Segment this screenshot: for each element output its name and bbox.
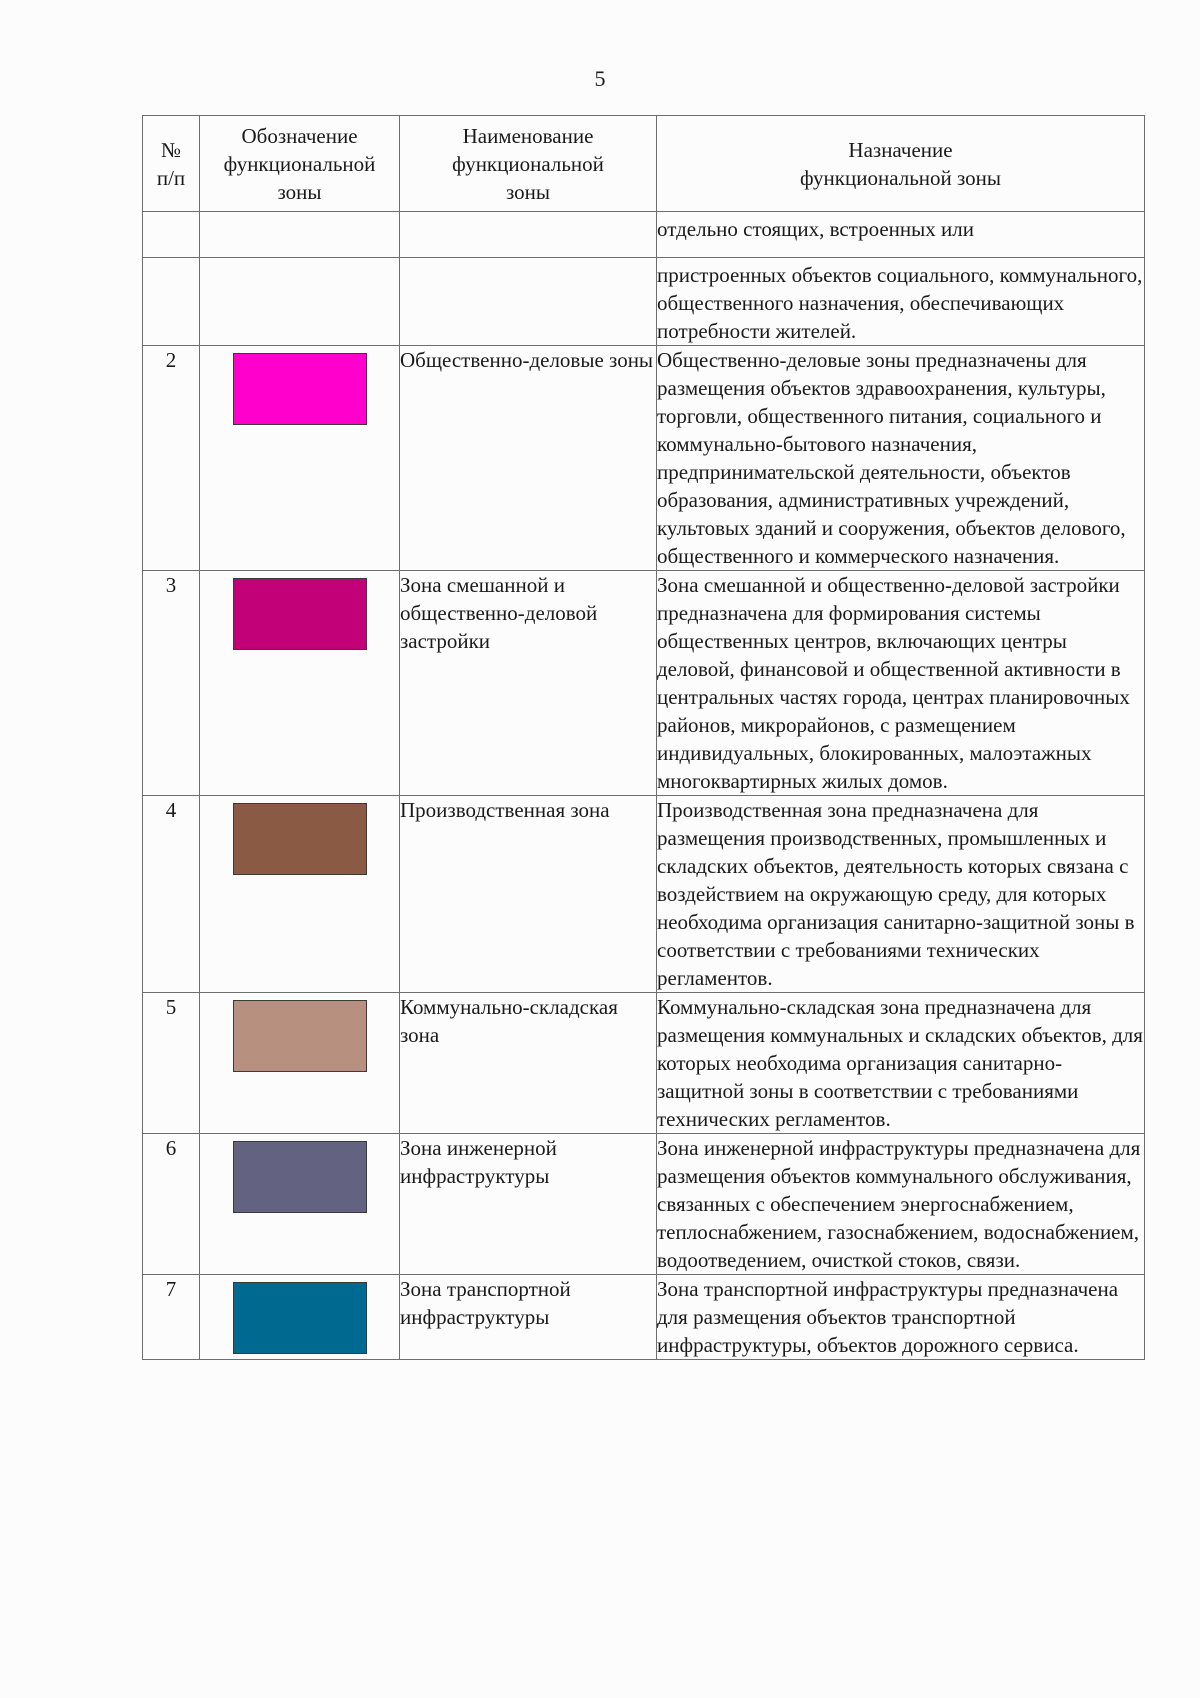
zone-symbol-cell bbox=[200, 993, 400, 1134]
zone-purpose: Зона смешанной и общественно-деловой застройки предназначена для формирования системы общественных центров, включающих центры деловой, финансовой и общественной активности в центральных частях города, центрах планировочных районов, микрорайонов, с размещением индивидуальных, блокированных, малоэтажных многоквартирных жилых домов. bbox=[657, 571, 1145, 796]
zone-symbol-cell bbox=[200, 796, 400, 993]
zone-purpose: Зона транспортной инфраструктуры предназначена для размещения объектов транспортной инфраструктуры, объектов дорожного сервиса. bbox=[657, 1275, 1145, 1360]
table-row bbox=[143, 571, 1145, 796]
continuation-text-2: пристроенных объектов социального, коммунального, общественного назначения, обеспечивающих потребности жителей. bbox=[657, 258, 1145, 346]
zone-color-swatch bbox=[233, 803, 367, 875]
zone-symbol-cell bbox=[200, 1275, 400, 1360]
table-row bbox=[143, 993, 1145, 1134]
zone-symbol-cell bbox=[200, 1134, 400, 1275]
zone-name: Общественно-деловые зоны bbox=[400, 346, 657, 571]
header-name: Наименование функциональной зоны bbox=[400, 116, 657, 212]
zone-purpose: Производственная зона предназначена для размещения производственных, промышленных и складских объектов, деятельность которых связана с воздействием на окружающую среду, для которых необходима организация санитарно-защитной зоны в соответствии с требованиями технических регламентов. bbox=[657, 796, 1145, 993]
table-header-row bbox=[143, 116, 1145, 212]
zone-purpose: Зона инженерной инфраструктуры предназначена для размещения объектов коммунального обслуживания, связанных с обеспечением энергоснабжением, теплоснабжением, газоснабжением, водоснабжением, водоотведением, очисткой стоков, связи. bbox=[657, 1134, 1145, 1275]
table-row bbox=[143, 346, 1145, 571]
table-row bbox=[143, 1134, 1145, 1275]
continuation-text-1: отдельно стоящих, встроенных или bbox=[657, 212, 1145, 258]
zone-color-swatch bbox=[233, 1282, 367, 1354]
zone-name: Коммунально-складская зона bbox=[400, 993, 657, 1134]
row-number: 3 bbox=[143, 571, 200, 796]
row-number: 2 bbox=[143, 346, 200, 571]
row-number: 5 bbox=[143, 993, 200, 1134]
zone-name: Зона смешанной и общественно-деловой застройки bbox=[400, 571, 657, 796]
table-row bbox=[143, 1275, 1145, 1360]
zone-name: Зона инженерной инфраструктуры bbox=[400, 1134, 657, 1275]
table-row-continuation bbox=[143, 258, 1145, 346]
zone-color-swatch bbox=[233, 1000, 367, 1072]
zone-purpose: Коммунально-складская зона предназначена для размещения коммунальных и складских объектов, для которых необходима организация санитарно-защитной зоны в соответствии с требованиями технических регламентов. bbox=[657, 993, 1145, 1134]
functional-zones-table bbox=[142, 115, 1145, 1360]
zone-color-swatch bbox=[233, 578, 367, 650]
table-row bbox=[143, 796, 1145, 993]
table-row-continuation bbox=[143, 212, 1145, 258]
row-number: 4 bbox=[143, 796, 200, 993]
zone-symbol-cell bbox=[200, 346, 400, 571]
row-number: 6 bbox=[143, 1134, 200, 1275]
zone-color-swatch bbox=[233, 1141, 367, 1213]
zone-color-swatch bbox=[233, 353, 367, 425]
row-number: 7 bbox=[143, 1275, 200, 1360]
zone-name: Производственная зона bbox=[400, 796, 657, 993]
zone-purpose: Общественно-деловые зоны предназначены для размещения объектов здравоохранения, культуры, торговли, общественного питания, социального и коммунально-бытового назначения, предпринимательской деятельности, объектов образования, административных учреждений, культовых зданий и сооружения, объектов делового, общественного и коммерческого назначения. bbox=[657, 346, 1145, 571]
zone-symbol-cell bbox=[200, 571, 400, 796]
header-symbol: Обозначение функциональной зоны bbox=[200, 116, 400, 212]
page-number: 5 bbox=[594, 66, 606, 91]
header-num: № п/п bbox=[143, 116, 200, 212]
header-purpose: Назначение функциональной зоны bbox=[657, 116, 1145, 212]
zone-name: Зона транспортной инфраструктуры bbox=[400, 1275, 657, 1360]
